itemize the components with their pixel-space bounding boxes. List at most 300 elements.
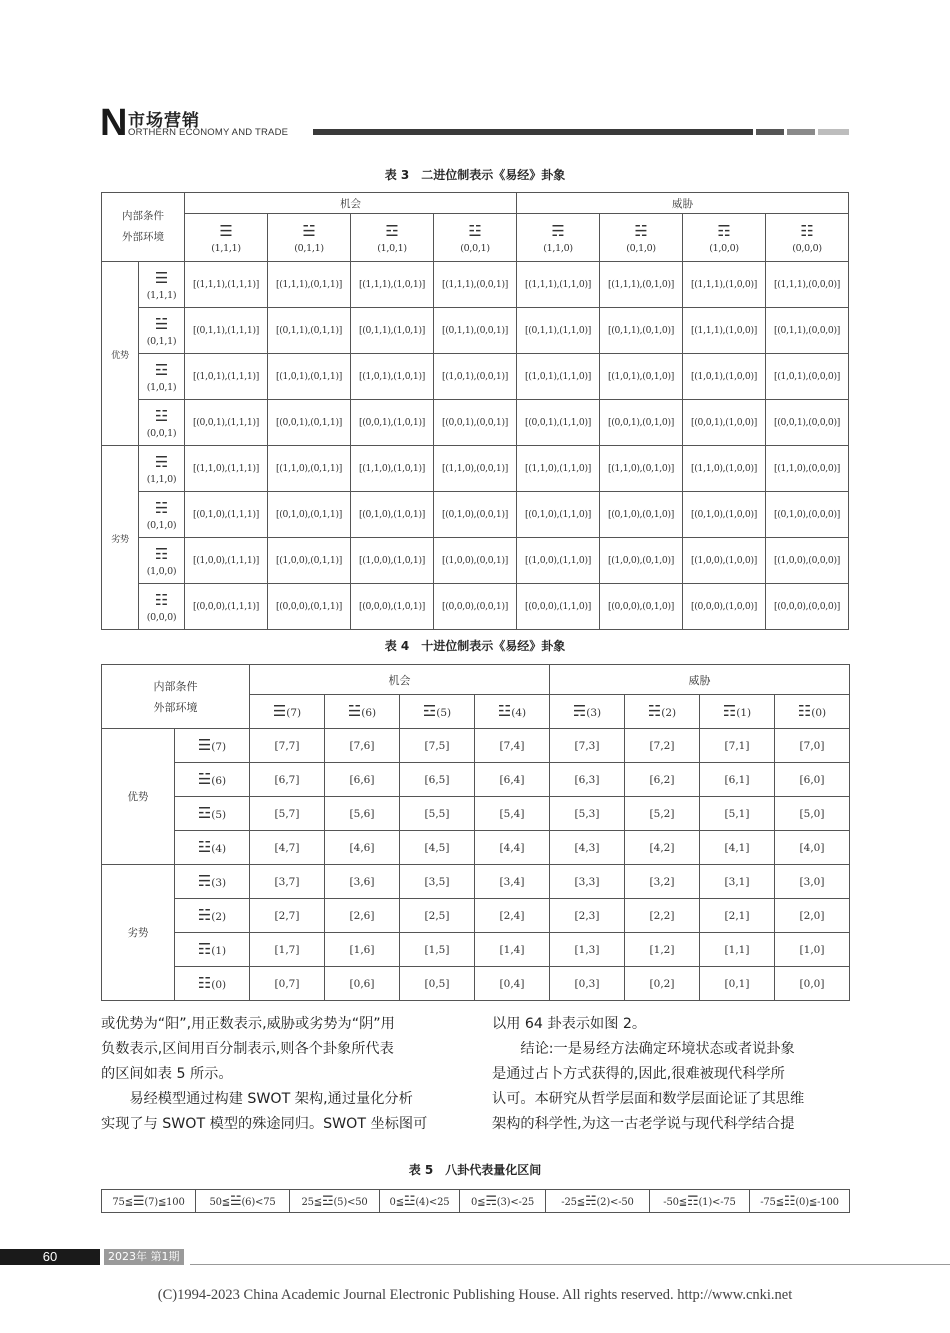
table3-row-header <box>139 538 185 584</box>
table4-row-header <box>175 933 250 967</box>
table-cell: [2,1] <box>700 899 775 933</box>
trigram-icon: ☷ <box>800 221 814 240</box>
table-cell: [7,0] <box>775 729 850 763</box>
table-cell: [(0,1,1),(1,0,1)] <box>351 308 434 354</box>
interval-upper: (5)<50 <box>333 1196 368 1208</box>
table-cell: [2,0] <box>775 899 850 933</box>
table-cell: [3,4] <box>475 865 550 899</box>
interval-lower: 50≦ <box>209 1196 230 1208</box>
body-line: 或优势为“阳”,用正数表示,威胁或劣势为“阴”用 <box>101 1016 395 1032</box>
table-cell: [(0,1,0),(1,1,1)] <box>185 492 268 538</box>
interval-lower: -25≦ <box>561 1196 585 1208</box>
table3-column-header <box>683 214 766 262</box>
interval-cell <box>290 1190 380 1213</box>
table-cell: [(1,1,0),(0,0,1)] <box>434 446 517 492</box>
table-cell: [2,2] <box>625 899 700 933</box>
table-cell: [7,3] <box>550 729 625 763</box>
interval-cell <box>750 1190 850 1213</box>
interval-upper: (2)<-50 <box>596 1196 634 1208</box>
trigram-icon: ☷ <box>154 590 169 609</box>
table-cell: [(1,1,0),(1,0,1)] <box>351 446 434 492</box>
table-cell: [(0,1,1),(1,1,0)] <box>517 308 600 354</box>
table-cell: [(0,1,1),(0,0,0)] <box>766 308 849 354</box>
table-cell: [(1,1,0),(0,1,0)] <box>600 446 683 492</box>
trigram-icon: ☵ <box>197 906 212 924</box>
interval-lower: 0≦ <box>389 1196 404 1208</box>
table-cell: [4,0] <box>775 831 850 865</box>
table-cell: [(0,0,1),(1,0,0)] <box>683 400 766 446</box>
table-row <box>102 967 850 1001</box>
table3-row-header <box>139 400 185 446</box>
header-rule-light <box>818 129 849 135</box>
trigram-icon: ☰ <box>154 268 169 287</box>
table-cell: [(1,0,0),(0,1,0)] <box>600 538 683 584</box>
trigram-code: (1,1,0) <box>543 242 573 254</box>
table3-column-header <box>517 214 600 262</box>
table-row <box>102 584 849 630</box>
table-row <box>102 831 850 865</box>
table3-column-header <box>434 214 517 262</box>
trigram-code: (2) <box>211 911 227 923</box>
body-line: 架构的科学性,为这一古老学说与现代科学结合提 <box>492 1116 795 1132</box>
table-cell: [(1,1,1),(1,1,0)] <box>517 262 600 308</box>
table-row <box>102 797 850 831</box>
table-cell: [(0,1,1),(1,1,1)] <box>185 308 268 354</box>
table-cell: [(0,1,1),(0,0,1)] <box>434 308 517 354</box>
table-cell: [(0,0,1),(0,1,0)] <box>600 400 683 446</box>
table3-column-header <box>268 214 351 262</box>
trigram-icon: ☱ <box>347 702 362 720</box>
interval-lower: -75≦ <box>760 1196 784 1208</box>
table-cell: [(1,1,1),(1,0,1)] <box>351 262 434 308</box>
journal-title-en: ORTHERN ECONOMY AND TRADE <box>128 127 289 138</box>
trigram-icon: ☴ <box>572 702 587 720</box>
table-cell: [7,2] <box>625 729 700 763</box>
table4-column-header <box>325 695 400 729</box>
table-cell: [7,7] <box>250 729 325 763</box>
table-cell: [(1,1,1),(0,1,0)] <box>600 262 683 308</box>
table-cell: [(1,0,1),(0,0,0)] <box>766 354 849 400</box>
table-row <box>102 308 849 354</box>
table5 <box>101 1189 850 1213</box>
header-rule-grey <box>787 129 815 135</box>
trigram-code: (5) <box>211 809 227 821</box>
trigram-icon: ☷ <box>783 1193 796 1209</box>
table-cell: [6,2] <box>625 763 700 797</box>
table-cell: [6,3] <box>550 763 625 797</box>
table-row <box>102 899 850 933</box>
table-cell: [(0,1,0),(1,0,0)] <box>683 492 766 538</box>
table-row <box>102 354 849 400</box>
table-cell: [6,1] <box>700 763 775 797</box>
table-cell: [(0,0,0),(1,1,1)] <box>185 584 268 630</box>
trigram-icon: ☲ <box>154 360 169 379</box>
trigram-code: (0,0,1) <box>460 242 490 254</box>
table-cell: [(1,0,0),(1,1,0)] <box>517 538 600 584</box>
table3-row-header <box>139 308 185 354</box>
table-cell: [(0,1,0),(1,1,0)] <box>517 492 600 538</box>
body-line: 实现了与 SWOT 模型的殊途同归。SWOT 坐标图可 <box>101 1116 428 1132</box>
trigram-icon: ☲ <box>197 804 212 822</box>
table-cell: [0,5] <box>400 967 475 1001</box>
table-cell: [2,4] <box>475 899 550 933</box>
table-row <box>102 729 850 763</box>
table3-column-header <box>766 214 849 262</box>
table-cell: [(1,1,0),(1,0,0)] <box>683 446 766 492</box>
table-row <box>102 933 850 967</box>
trigram-code: (1) <box>736 707 752 719</box>
interval-cell <box>650 1190 750 1213</box>
table-cell: [4,5] <box>400 831 475 865</box>
header-rule-dark <box>313 129 753 135</box>
table3-group-header: 机会 <box>185 193 517 214</box>
table-cell: [2,3] <box>550 899 625 933</box>
issue-label: 2023年 第1期 <box>104 1249 184 1265</box>
table-cell: [(1,1,1),(0,1,1)] <box>268 262 351 308</box>
table-cell: [(1,0,0),(0,1,1)] <box>268 538 351 584</box>
table4 <box>101 664 850 1001</box>
table-row <box>102 1190 850 1213</box>
table-cell: [1,6] <box>325 933 400 967</box>
trigram-code: (3) <box>211 877 227 889</box>
trigram-icon: ☰ <box>219 221 233 240</box>
table-cell: [3,0] <box>775 865 850 899</box>
table3-row-header <box>139 262 185 308</box>
copyright-notice: (C)1994-2023 China Academic Journal Electronic Publishing House. All rights reserved. http://www.cnki.net <box>157 1287 793 1303</box>
table-cell: [(1,0,1),(0,0,1)] <box>434 354 517 400</box>
trigram-icon: ☰ <box>197 736 212 754</box>
journal-logo-letter: N <box>100 102 128 144</box>
trigram-code: (1,0,0) <box>146 565 177 577</box>
table-cell: [4,2] <box>625 831 700 865</box>
table5-caption: 表 5 八卦代表量化区间 <box>408 1163 542 1177</box>
table4-group-header: 机会 <box>250 665 550 695</box>
trigram-icon: ☶ <box>686 1193 699 1209</box>
table3-group-header: 威胁 <box>517 193 849 214</box>
table3-group-label: 劣势 <box>102 446 139 630</box>
table-cell: [(0,0,0),(0,0,1)] <box>434 584 517 630</box>
trigram-code: (1,1,1) <box>146 289 177 301</box>
trigram-icon: ☲ <box>422 702 437 720</box>
trigram-code: (6) <box>361 707 377 719</box>
table-cell: [(0,0,1),(0,1,1)] <box>268 400 351 446</box>
trigram-code: (3) <box>586 707 602 719</box>
table-cell: [(0,1,0),(0,1,0)] <box>600 492 683 538</box>
trigram-icon: ☵ <box>584 1193 597 1209</box>
interval-cell <box>546 1190 650 1213</box>
table-cell: [(0,0,0),(1,0,0)] <box>683 584 766 630</box>
table3-column-header <box>351 214 434 262</box>
table-cell: [(1,1,0),(0,0,0)] <box>766 446 849 492</box>
table-cell: [3,6] <box>325 865 400 899</box>
table4-column-header <box>700 695 775 729</box>
table-cell: [(1,1,0),(1,1,0)] <box>517 446 600 492</box>
table-cell: [5,5] <box>400 797 475 831</box>
table-cell: [(1,1,1),(1,0,0)] <box>683 262 766 308</box>
table-cell: [7,5] <box>400 729 475 763</box>
table4-column-header <box>550 695 625 729</box>
table-cell: [(0,0,0),(1,0,1)] <box>351 584 434 630</box>
table4-row-header <box>175 967 250 1001</box>
trigram-code: (0) <box>211 979 227 991</box>
table4-group-label: 优势 <box>102 729 175 865</box>
table-cell: [4,6] <box>325 831 400 865</box>
table-cell: [(1,1,1),(0,0,0)] <box>766 262 849 308</box>
table-cell: [3,7] <box>250 865 325 899</box>
trigram-code: (1,1,1) <box>211 242 241 254</box>
trigram-icon: ☲ <box>385 221 399 240</box>
interval-upper: (4)<25 <box>415 1196 450 1208</box>
trigram-icon: ☴ <box>485 1193 497 1209</box>
table-cell: [(1,1,0),(0,1,1)] <box>268 446 351 492</box>
table-row <box>102 492 849 538</box>
table-cell: [0,3] <box>550 967 625 1001</box>
footer-rule <box>190 1264 950 1265</box>
table-cell: [1,5] <box>400 933 475 967</box>
table-cell: [(0,0,0),(0,1,1)] <box>268 584 351 630</box>
table-cell: [(0,0,1),(1,1,0)] <box>517 400 600 446</box>
table-cell: [7,6] <box>325 729 400 763</box>
trigram-code: (0,1,0) <box>146 519 177 531</box>
table-cell: [3,3] <box>550 865 625 899</box>
table-cell: [(0,0,0),(1,1,0)] <box>517 584 600 630</box>
table3-row-header <box>139 446 185 492</box>
table-cell: [(1,0,1),(0,1,0)] <box>600 354 683 400</box>
trigram-icon: ☴ <box>551 221 565 240</box>
table-cell: [6,0] <box>775 763 850 797</box>
table-cell: [3,2] <box>625 865 700 899</box>
interval-lower: 0≦ <box>470 1196 486 1208</box>
body-line: 以用 64 卦表示如图 2。 <box>492 1016 647 1032</box>
table4-column-header <box>475 695 550 729</box>
table3 <box>101 192 849 630</box>
interval-cell <box>380 1190 460 1213</box>
interval-upper: (0)≦-100 <box>795 1196 839 1208</box>
table-row <box>102 865 850 899</box>
table-cell: [(1,0,1),(1,1,0)] <box>517 354 600 400</box>
trigram-code: (4) <box>211 843 227 855</box>
page-number: 60 <box>0 1249 100 1265</box>
trigram-code: (1,0,1) <box>377 242 407 254</box>
trigram-icon: ☳ <box>403 1193 416 1209</box>
table4-corner <box>102 665 250 729</box>
table-cell: [3,1] <box>700 865 775 899</box>
table-cell: [1,4] <box>475 933 550 967</box>
trigram-icon: ☰ <box>132 1193 145 1209</box>
trigram-code: (7) <box>286 707 302 719</box>
body-right-column <box>492 1012 804 1137</box>
interval-cell <box>102 1190 196 1213</box>
table-cell: [(1,0,1),(0,1,1)] <box>268 354 351 400</box>
body-line: 认可。本研究从哲学层面和数学层面论证了其思维 <box>492 1091 805 1107</box>
table-cell: [(1,0,0),(1,0,1)] <box>351 538 434 584</box>
table-row <box>102 262 849 308</box>
trigram-icon: ☵ <box>647 702 662 720</box>
table-cell: [(0,1,0),(0,1,1)] <box>268 492 351 538</box>
table-row <box>102 763 850 797</box>
trigram-icon: ☴ <box>197 872 212 890</box>
corner-line: 内部条件 <box>122 210 164 222</box>
interval-lower: -50≦ <box>663 1196 687 1208</box>
corner-line: 外部环境 <box>122 231 164 243</box>
table-cell: [(1,0,1),(1,0,1)] <box>351 354 434 400</box>
trigram-code: (1,0,1) <box>146 381 177 393</box>
table3-corner <box>102 193 185 262</box>
table-cell: [0,1] <box>700 967 775 1001</box>
trigram-code: (4) <box>511 707 527 719</box>
trigram-code: (2) <box>661 707 677 719</box>
trigram-icon: ☱ <box>302 221 316 240</box>
body-left-column <box>101 1012 427 1137</box>
table-cell: [(0,0,1),(1,0,1)] <box>351 400 434 446</box>
table-cell: [(0,1,1),(0,1,1)] <box>268 308 351 354</box>
trigram-code: (1) <box>211 945 227 957</box>
trigram-icon: ☱ <box>154 314 169 333</box>
table-cell: [(1,0,0),(1,0,0)] <box>683 538 766 584</box>
table-cell: [6,6] <box>325 763 400 797</box>
table-cell: [0,4] <box>475 967 550 1001</box>
table-cell: [(0,0,1),(1,1,1)] <box>185 400 268 446</box>
interval-lower: 75≦ <box>112 1196 133 1208</box>
table-cell: [4,4] <box>475 831 550 865</box>
table-cell: [7,4] <box>475 729 550 763</box>
table-cell: [5,3] <box>550 797 625 831</box>
table-cell: [0,2] <box>625 967 700 1001</box>
interval-upper: (1)<-75 <box>698 1196 736 1208</box>
trigram-icon: ☳ <box>497 702 512 720</box>
table-cell: [1,2] <box>625 933 700 967</box>
table4-column-header <box>625 695 700 729</box>
table3-column-header <box>185 214 268 262</box>
body-line: 结论:一是易经方法确定环境状态或者说卦象 <box>492 1041 795 1057</box>
interval-upper: (7)≦100 <box>144 1196 185 1208</box>
interval-cell <box>196 1190 290 1213</box>
header-rule-mid <box>756 129 784 135</box>
trigram-icon: ☰ <box>272 702 287 720</box>
trigram-icon: ☵ <box>154 498 169 517</box>
table-cell: [0,0] <box>775 967 850 1001</box>
trigram-code: (1,1,0) <box>146 473 177 485</box>
trigram-code: (0,1,0) <box>626 242 656 254</box>
trigram-icon: ☱ <box>229 1193 242 1209</box>
body-line: 是通过占卜方式获得的,因此,很难被现代科学所 <box>492 1066 785 1082</box>
table4-row-header <box>175 729 250 763</box>
table-cell: [5,4] <box>475 797 550 831</box>
table-cell: [(1,1,1),(0,0,1)] <box>434 262 517 308</box>
trigram-code: (0,0,0) <box>146 611 177 623</box>
table3-row-header <box>139 492 185 538</box>
trigram-code: (0,0,0) <box>792 242 822 254</box>
table4-row-header <box>175 763 250 797</box>
table3-group-label: 优势 <box>102 262 139 446</box>
table-cell: [2,5] <box>400 899 475 933</box>
table-cell: [(1,0,0),(1,1,1)] <box>185 538 268 584</box>
table-row <box>102 538 849 584</box>
table-cell: [1,1] <box>700 933 775 967</box>
table-cell: [1,7] <box>250 933 325 967</box>
trigram-icon: ☵ <box>634 221 648 240</box>
trigram-code: (0,0,1) <box>146 427 177 439</box>
trigram-icon: ☷ <box>197 974 212 992</box>
table4-group-header: 威胁 <box>550 665 850 695</box>
table4-group-label: 劣势 <box>102 865 175 1001</box>
table-cell: [(1,1,0),(1,1,1)] <box>185 446 268 492</box>
table3-row-header <box>139 354 185 400</box>
table3-column-header <box>600 214 683 262</box>
trigram-code: (0) <box>811 707 827 719</box>
interval-upper: (3)<-25 <box>496 1196 535 1208</box>
trigram-icon: ☶ <box>717 221 731 240</box>
table-cell: [4,3] <box>550 831 625 865</box>
table-row <box>102 446 849 492</box>
body-line: 易经模型通过构建 SWOT 架构,通过量化分析 <box>101 1091 413 1107</box>
table-cell: [1,3] <box>550 933 625 967</box>
interval-lower: 25≦ <box>301 1196 322 1208</box>
table-cell: [(0,1,0),(1,0,1)] <box>351 492 434 538</box>
interval-upper: (6)<75 <box>241 1196 276 1208</box>
table-cell: [(1,1,1),(1,1,1)] <box>185 262 268 308</box>
table-cell: [5,6] <box>325 797 400 831</box>
trigram-icon: ☶ <box>197 940 212 958</box>
table-cell: [2,6] <box>325 899 400 933</box>
table-cell: [(1,0,1),(1,0,0)] <box>683 354 766 400</box>
table-row <box>102 400 849 446</box>
trigram-code: (1,0,0) <box>709 242 739 254</box>
table-cell: [(1,0,0),(0,0,0)] <box>766 538 849 584</box>
trigram-icon: ☴ <box>154 452 169 471</box>
table-cell: [5,2] <box>625 797 700 831</box>
table-cell: [(0,1,0),(0,0,0)] <box>766 492 849 538</box>
table-cell: [(0,0,1),(0,0,0)] <box>766 400 849 446</box>
table-cell: [6,4] <box>475 763 550 797</box>
trigram-code: (5) <box>436 707 452 719</box>
table4-column-header <box>250 695 325 729</box>
corner-line: 内部条件 <box>153 679 198 693</box>
interval-cell <box>460 1190 546 1213</box>
table-cell: [5,1] <box>700 797 775 831</box>
table-cell: [(0,1,1),(0,1,0)] <box>600 308 683 354</box>
table-cell: [(1,0,1),(1,1,1)] <box>185 354 268 400</box>
table4-row-header <box>175 899 250 933</box>
table-cell: [(1,0,0),(0,0,1)] <box>434 538 517 584</box>
corner-line: 外部环境 <box>153 700 198 714</box>
table-cell: [1,0] <box>775 933 850 967</box>
table4-column-header <box>775 695 850 729</box>
table-cell: [(0,1,0),(0,0,1)] <box>434 492 517 538</box>
trigram-icon: ☱ <box>197 770 212 788</box>
trigram-icon: ☶ <box>154 544 169 563</box>
trigram-icon: ☷ <box>797 702 812 720</box>
table-cell: [(0,0,1),(0,0,1)] <box>434 400 517 446</box>
trigram-code: (0,1,1) <box>146 335 177 347</box>
table-cell: [(1,1,1),(1,0,0)] <box>683 308 766 354</box>
body-line: 负数表示,区间用百分制表示,则各个卦象所代表 <box>101 1041 394 1057</box>
table-cell: [(0,0,0),(0,0,0)] <box>766 584 849 630</box>
table-cell: [(0,0,0),(0,1,0)] <box>600 584 683 630</box>
table4-caption: 表 4 十进位制表示《易经》卦象 <box>384 639 566 653</box>
trigram-icon: ☲ <box>321 1193 334 1209</box>
table4-row-header <box>175 865 250 899</box>
table-cell: [4,1] <box>700 831 775 865</box>
trigram-icon: ☳ <box>197 838 212 856</box>
table-cell: [7,1] <box>700 729 775 763</box>
table4-row-header <box>175 831 250 865</box>
table-cell: [6,7] <box>250 763 325 797</box>
trigram-code: (6) <box>211 775 227 787</box>
table-cell: [5,7] <box>250 797 325 831</box>
table-cell: [4,7] <box>250 831 325 865</box>
trigram-icon: ☳ <box>468 221 482 240</box>
